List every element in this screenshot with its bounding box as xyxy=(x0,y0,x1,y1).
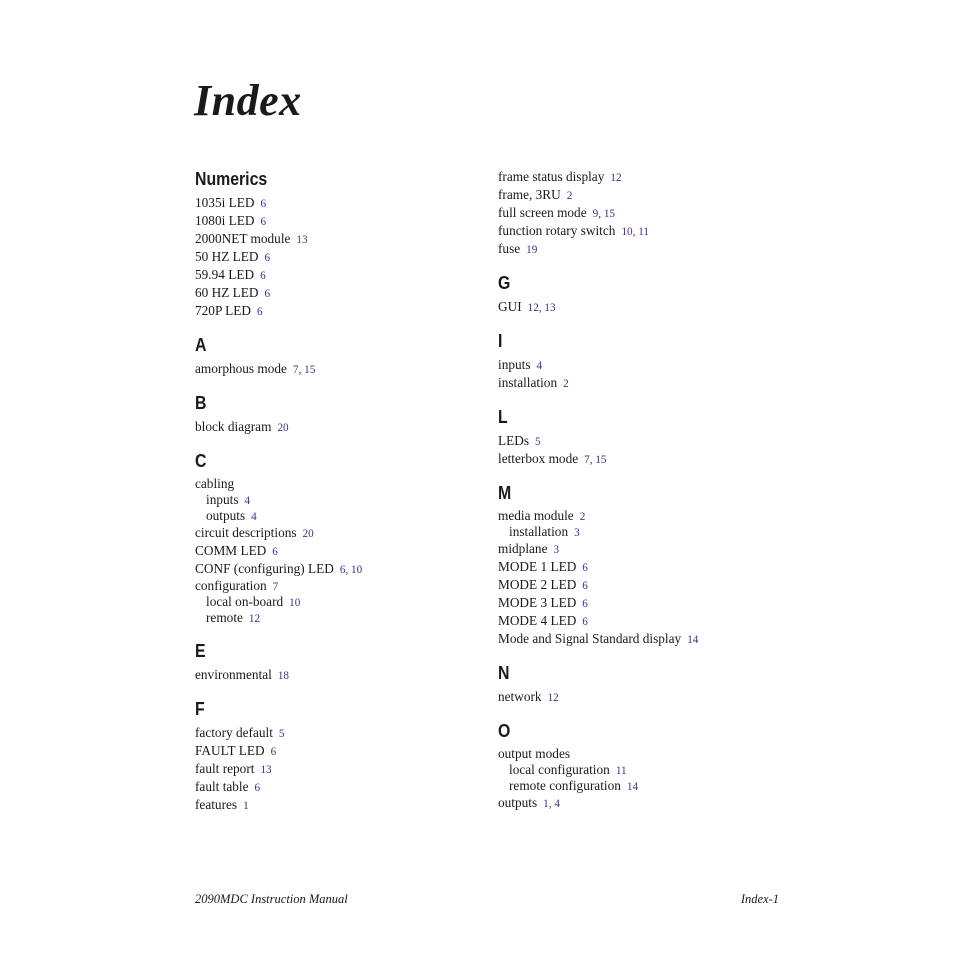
index-column-right xyxy=(498,167,788,825)
index-column-left xyxy=(195,167,485,827)
page-title: Index xyxy=(194,76,302,125)
page-reference-link[interactable]: 14 xyxy=(687,634,699,646)
index-entry xyxy=(498,508,788,524)
index-term: 720P LED xyxy=(195,303,252,318)
index-term: factory default xyxy=(195,725,273,740)
index-term: GUI xyxy=(498,299,522,314)
index-entry xyxy=(195,508,485,524)
page-reference-link[interactable]: 10 xyxy=(289,597,301,609)
index-entry xyxy=(195,212,485,230)
index-entry xyxy=(195,560,485,578)
page-reference-link[interactable]: 20 xyxy=(277,422,289,434)
index-term: MODE 2 LED xyxy=(498,577,577,592)
index-section xyxy=(195,449,485,626)
index-entry xyxy=(498,794,788,812)
index-entry xyxy=(195,578,485,594)
index-entry xyxy=(498,746,788,762)
index-section xyxy=(498,405,788,468)
index-section xyxy=(195,167,485,320)
index-entry xyxy=(195,742,485,760)
index-section xyxy=(498,168,788,258)
index-term: local on-board xyxy=(206,594,284,609)
page-reference-link[interactable]: 12 xyxy=(547,692,559,704)
page-reference-link[interactable]: 6 xyxy=(582,562,588,574)
index-entry xyxy=(195,360,485,378)
index-section xyxy=(195,333,485,378)
index-entry xyxy=(195,266,485,284)
index-entry xyxy=(498,630,788,648)
index-section xyxy=(498,271,788,316)
index-entry xyxy=(498,778,788,794)
index-term: network xyxy=(498,689,542,704)
index-section xyxy=(195,391,485,436)
page-reference-link[interactable]: 12, 13 xyxy=(527,302,556,314)
page-reference-link[interactable]: 13 xyxy=(296,234,308,246)
index-term: frame status display xyxy=(498,169,605,184)
index-term: frame, 3RU xyxy=(498,187,561,202)
index-term: CONF (configuring) LED xyxy=(195,561,334,576)
index-entry xyxy=(195,760,485,778)
section-heading: L xyxy=(498,407,508,427)
index-entry xyxy=(498,186,788,204)
index-term: outputs xyxy=(206,508,246,523)
section-heading: E xyxy=(195,641,206,661)
index-entry xyxy=(498,576,788,594)
index-entry xyxy=(498,558,788,576)
page-reference-link[interactable]: 12 xyxy=(248,613,261,625)
page-reference-link[interactable]: 19 xyxy=(526,244,538,256)
page-reference-link[interactable]: 9, 15 xyxy=(592,208,615,220)
section-heading: C xyxy=(195,451,207,471)
index-term: Mode and Signal Standard display xyxy=(498,631,682,646)
index-entry xyxy=(498,374,788,392)
index-term: environmental xyxy=(195,667,272,682)
footer-manual-title: 2090MDC Instruction Manual xyxy=(195,892,348,906)
page-reference-link[interactable]: 12 xyxy=(610,172,622,184)
index-entry xyxy=(498,612,788,630)
index-section xyxy=(498,661,788,706)
page-reference-link[interactable]: 18 xyxy=(277,670,289,682)
index-term: features xyxy=(195,797,238,812)
index-entry xyxy=(498,222,788,240)
index-entry xyxy=(195,666,485,684)
index-entry xyxy=(195,610,485,626)
index-term: outputs xyxy=(498,795,538,810)
index-term: fault report xyxy=(195,761,255,776)
index-term: installation xyxy=(509,524,569,539)
index-term: output modes xyxy=(498,746,571,761)
index-entry xyxy=(498,688,788,706)
index-term: function rotary switch xyxy=(498,223,616,238)
index-term: MODE 4 LED xyxy=(498,613,577,628)
index-entry xyxy=(498,450,788,468)
page-reference-link[interactable]: 7 xyxy=(272,581,279,593)
index-term: 60 HZ LED xyxy=(195,285,259,300)
section-heading: O xyxy=(498,721,511,741)
index-entry xyxy=(498,240,788,258)
index-entry xyxy=(195,230,485,248)
index-term: inputs xyxy=(498,357,531,372)
section-heading: F xyxy=(195,699,205,719)
page-reference-link[interactable]: 6 xyxy=(257,306,263,318)
section-heading: Numerics xyxy=(195,169,268,189)
page-reference-link[interactable]: 2 xyxy=(579,511,586,523)
index-entry xyxy=(498,540,788,558)
page-reference-link[interactable]: 6 xyxy=(272,546,278,558)
index-term: 2000NET module xyxy=(195,231,291,246)
index-entry xyxy=(195,542,485,560)
index-entry xyxy=(195,724,485,742)
page-reference-link[interactable]: 5 xyxy=(535,436,541,448)
page-reference-link[interactable]: 1, 4 xyxy=(543,798,560,810)
section-heading: M xyxy=(498,483,512,503)
page-reference-link[interactable]: 6 xyxy=(582,580,588,592)
index-entry xyxy=(498,356,788,374)
page-reference-link[interactable]: 6 xyxy=(582,616,588,628)
section-heading: G xyxy=(498,273,511,293)
index-entry xyxy=(498,432,788,450)
index-term: FAULT LED xyxy=(195,743,265,758)
index-term: COMM LED xyxy=(195,543,267,558)
page-reference-link[interactable]: 6 xyxy=(264,288,271,300)
index-entry xyxy=(498,594,788,612)
page-reference-link[interactable]: 2 xyxy=(563,378,569,390)
page-reference-link[interactable]: 1 xyxy=(243,800,249,812)
section-heading: N xyxy=(498,663,510,683)
index-section xyxy=(498,719,788,812)
footer-page-number: Index-1 xyxy=(740,892,779,906)
page-reference-link[interactable]: 7, 15 xyxy=(584,454,607,466)
index-term: fuse xyxy=(498,241,521,256)
index-term: 59.94 LED xyxy=(195,267,255,282)
index-term: remote configuration xyxy=(509,778,621,793)
index-entry xyxy=(195,284,485,302)
index-term: remote xyxy=(206,610,243,625)
index-term: 50 HZ LED xyxy=(195,249,259,264)
page-reference-link[interactable]: 6 xyxy=(270,746,277,758)
index-term: configuration xyxy=(195,578,267,593)
page-reference-link[interactable]: 14 xyxy=(626,781,639,793)
index-section xyxy=(498,481,788,648)
index-term: 1035i LED xyxy=(195,195,255,210)
index-entry xyxy=(195,302,485,320)
index-section xyxy=(498,329,788,392)
index-entry xyxy=(195,248,485,266)
page-reference-link[interactable]: 5 xyxy=(278,728,285,740)
section-heading: A xyxy=(195,335,207,355)
index-entry xyxy=(195,194,485,212)
section-heading: B xyxy=(195,393,207,413)
index-entry xyxy=(498,524,788,540)
index-entry xyxy=(498,762,788,778)
page-reference-link[interactable]: 6 xyxy=(582,598,588,610)
index-entry xyxy=(195,476,485,492)
page-reference-link[interactable]: 3 xyxy=(553,544,560,556)
index-term: LEDs xyxy=(498,433,530,448)
page-reference-link[interactable]: 3 xyxy=(574,527,580,539)
page-reference-link[interactable]: 20 xyxy=(302,528,314,540)
page-reference-link[interactable]: 6, 10 xyxy=(339,564,363,576)
index-entry xyxy=(195,418,485,436)
index-term: block diagram xyxy=(195,419,272,434)
index-section xyxy=(195,697,485,814)
index-term: letterbox mode xyxy=(498,451,579,466)
index-term: midplane xyxy=(498,541,548,556)
page-reference-link[interactable]: 11 xyxy=(615,765,627,777)
index-term: circuit descriptions xyxy=(195,525,297,540)
index-entry xyxy=(195,594,485,610)
page-reference-link[interactable]: 13 xyxy=(260,764,272,776)
index-entry xyxy=(195,524,485,542)
page-reference-link[interactable]: 4 xyxy=(251,511,257,523)
index-term: installation xyxy=(498,375,558,390)
index-term: MODE 3 LED xyxy=(498,595,577,610)
index-entry xyxy=(195,492,485,508)
page-reference-link[interactable]: 4 xyxy=(536,360,543,372)
index-term: MODE 1 LED xyxy=(498,559,577,574)
index-entry xyxy=(195,796,485,814)
page-reference-link[interactable]: 6 xyxy=(260,198,267,210)
index-entry xyxy=(498,168,788,186)
index-entry xyxy=(498,298,788,316)
page-reference-link[interactable]: 6 xyxy=(260,270,266,282)
index-term: local configuration xyxy=(509,762,610,777)
page-reference-link[interactable]: 7, 15 xyxy=(292,364,316,376)
index-term: 1080i LED xyxy=(195,213,255,228)
index-term: inputs xyxy=(206,492,239,507)
section-heading: I xyxy=(498,331,503,351)
index-term: media module xyxy=(498,508,574,523)
page-reference-link[interactable]: 2 xyxy=(566,190,573,202)
index-entry xyxy=(195,778,485,796)
page-reference-link[interactable]: 10, 11 xyxy=(621,226,649,238)
index-term: amorphous mode xyxy=(195,361,287,376)
index-term: fault table xyxy=(195,779,249,794)
page-reference-link[interactable]: 6 xyxy=(264,252,271,264)
index-term: full screen mode xyxy=(498,205,587,220)
index-entry xyxy=(498,204,788,222)
page-reference-link[interactable]: 4 xyxy=(244,495,251,507)
page-reference-link[interactable]: 6 xyxy=(254,782,261,794)
index-section xyxy=(195,639,485,684)
index-term: cabling xyxy=(195,476,235,491)
page-reference-link[interactable]: 6 xyxy=(260,216,267,228)
